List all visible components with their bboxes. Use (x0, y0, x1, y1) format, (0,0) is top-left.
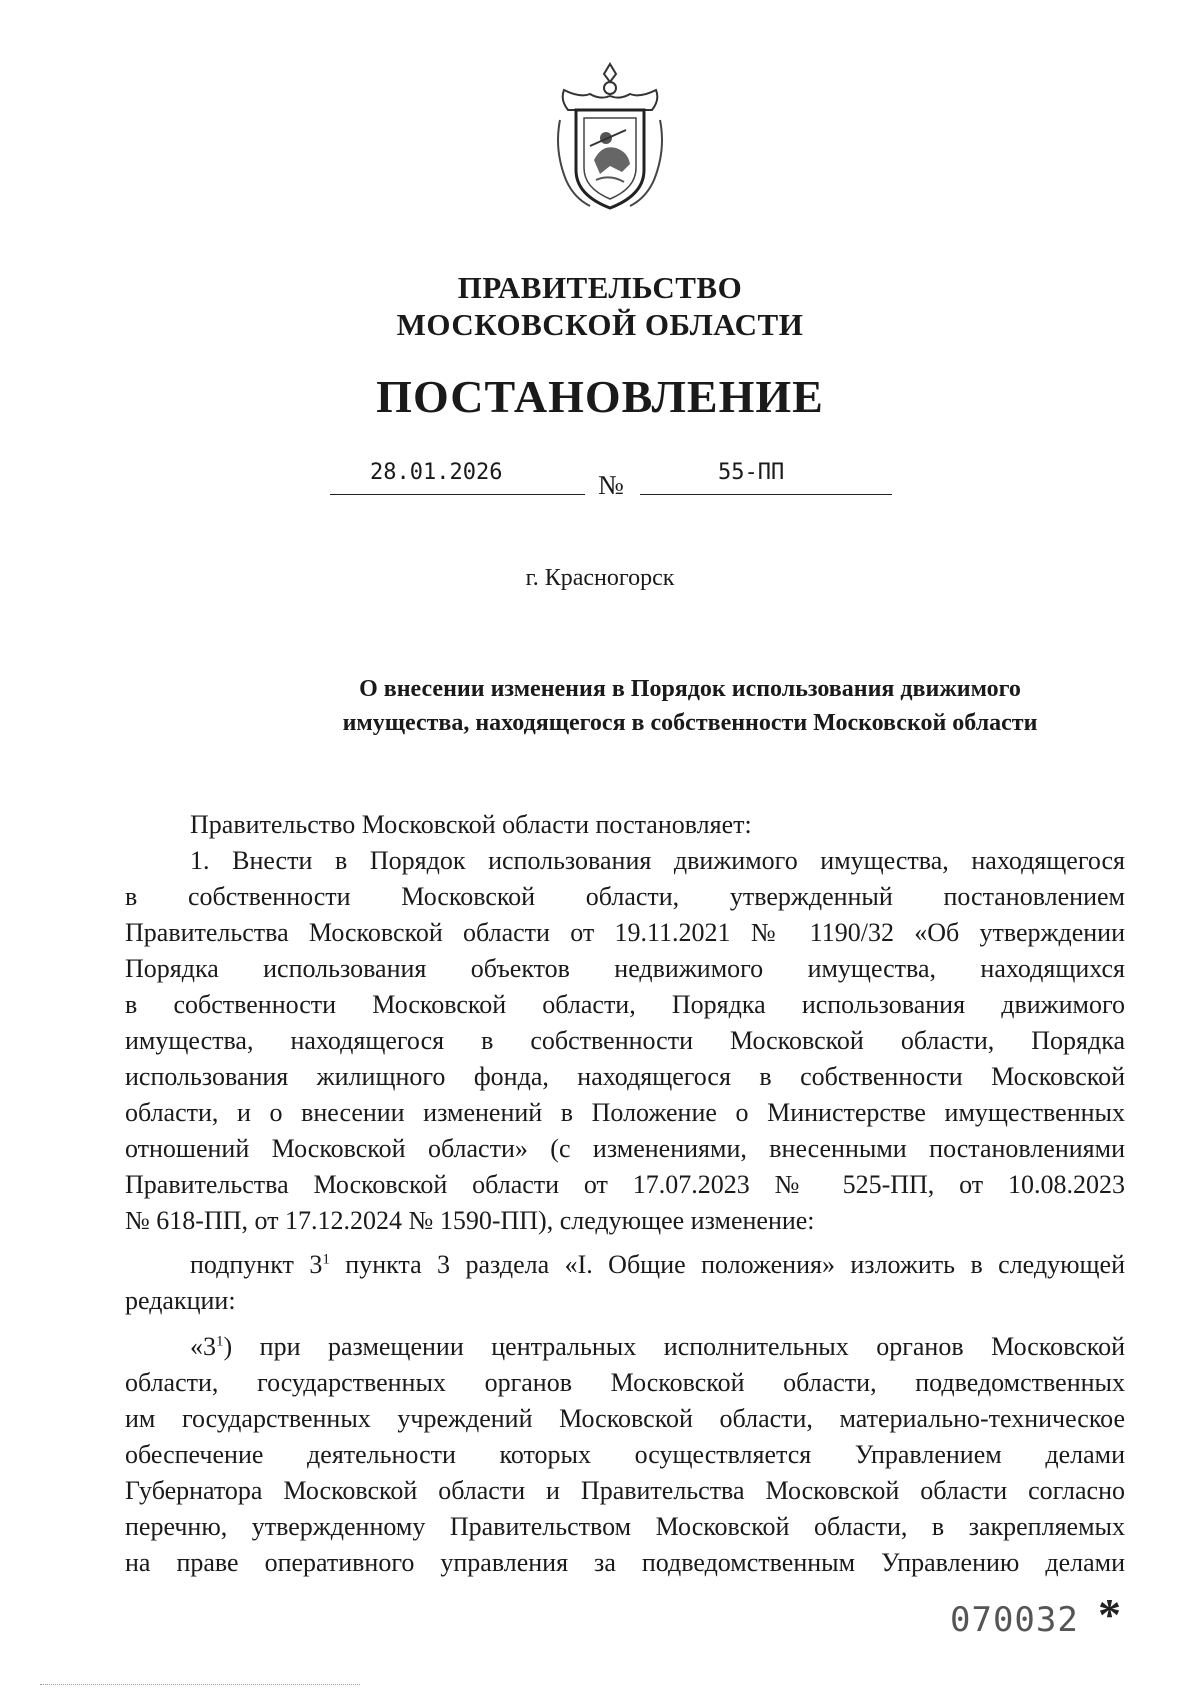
body-line: Правительства Московской области от 17.07.2023 № 525-ПП, от 10.08.2023 (125, 1170, 1125, 1199)
body-line: Порядка использования объектов недвижимого имущества, находящихся (125, 954, 1125, 983)
body-line: редакции: (125, 1286, 236, 1315)
document-title-line2: имущества, находящегося в собственности Московской области (342, 710, 1038, 736)
city-name: г. Красногорск (525, 565, 675, 591)
body-line: отношений Московской области» (с изменениями, внесенными постановлениями (125, 1134, 1125, 1163)
document-title-line1: О внесении изменения в Порядок использования движимого (359, 676, 1021, 702)
body-line: Правительство Московской области постановляет: (190, 810, 752, 839)
body-line: на праве оперативного управления за подведомственным Управлению делами (125, 1548, 1125, 1577)
document-number: 55-ПП (718, 460, 785, 485)
body-line: обеспечение деятельности которых осуществляется Управлением делами (125, 1440, 1125, 1469)
body-line: использования жилищного фонда, находящегося в собственности Московской (125, 1062, 1125, 1091)
date-underline (330, 494, 585, 495)
body-line (190, 1330, 1125, 1364)
body-line: № 618-ПП, от 17.12.2024 № 1590-ПП), следующее изменение: (125, 1206, 815, 1235)
body-text: подпункт 3 (190, 1250, 323, 1279)
body-text: пункта 3 раздела «I. Общие положения» изложить в следующей (329, 1250, 1126, 1279)
body-text: ) при размещении центральных исполнительных органов Московской (223, 1332, 1125, 1361)
document-type-heading: ПОСТАНОВЛЕНИЕ (376, 371, 824, 422)
number-sign: № (598, 470, 624, 500)
body-text: «3 (190, 1332, 216, 1361)
number-underline (640, 494, 892, 495)
body-line: 1. Внести в Порядок использования движимого имущества, находящегося (190, 846, 1125, 875)
body-line: в собственности Московской области, Порядка использования движимого (125, 990, 1125, 1019)
superscript: 1 (216, 1333, 224, 1350)
body-line: перечню, утвержденному Правительством Московской области, в закрепляемых (125, 1512, 1125, 1541)
superscript: 1 (322, 1251, 330, 1268)
page-serial-code: 070032 (950, 1600, 1079, 1640)
body-line: области, государственных органов Московской области, подведомственных (125, 1368, 1125, 1397)
government-name-line2: МОСКОВСКОЙ ОБЛАСТИ (396, 307, 804, 342)
government-name-line1: ПРАВИТЕЛЬСТВО (457, 270, 743, 305)
body-line (190, 1248, 1125, 1282)
asterisk-mark: * (1098, 1589, 1121, 1640)
body-line: Губернатора Московской области и Правительства Московской области согласно (125, 1476, 1125, 1505)
scan-artifact-line (40, 1684, 360, 1685)
body-line: в собственности Московской области, утвержденный постановлением (125, 882, 1125, 911)
body-line: области, и о внесении изменений в Положение о Министерстве имущественных (125, 1098, 1125, 1127)
document-date: 28.01.2026 (370, 460, 503, 485)
body-line: им государственных учреждений Московской области, материально-техническое (125, 1404, 1125, 1433)
body-line: Правительства Московской области от 19.11.2021 № 1190/32 «Об утверждении (125, 918, 1125, 947)
coat-of-arms-emblem (550, 60, 670, 215)
body-line: имущества, находящегося в собственности Московской области, Порядка (125, 1026, 1125, 1055)
